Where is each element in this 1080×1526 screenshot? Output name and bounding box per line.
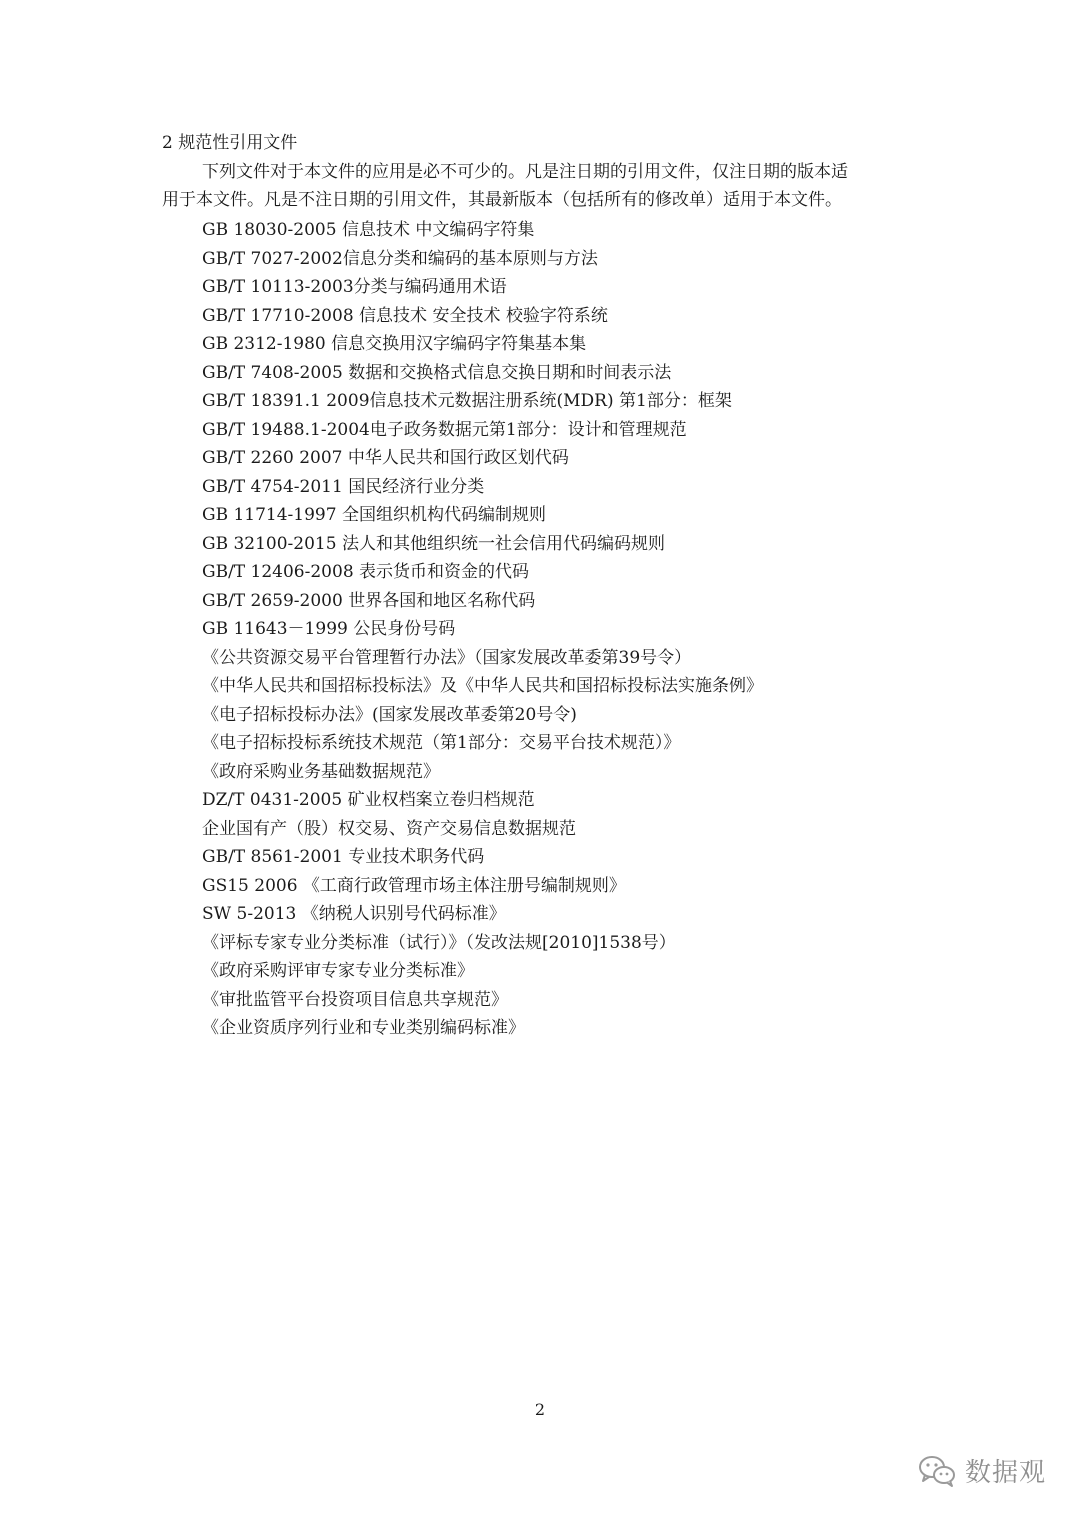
reference-item: GB/T 17710-2008 信息技术 安全技术 校验字符系统 — [202, 305, 608, 326]
reference-item: GB/T 8561-2001 专业技术职务代码 — [202, 847, 485, 867]
reference-item: GB/T 7408-2005 数据和交换格式信息交换日期和时间表示法 — [202, 362, 672, 383]
watermark — [917, 1452, 1046, 1489]
reference-item: DZ/T 0431-2005 矿业权档案立卷归档规范 — [202, 790, 535, 810]
section-heading: 2 规范性引用文件 — [162, 133, 298, 153]
reference-item: SW 5-2013 《纳税人识别号代码标准》 — [202, 904, 506, 924]
page-number: 2 — [534, 1400, 546, 1419]
reference-item: GS15 2006 《工商行政管理市场主体注册号编制规则》 — [202, 875, 626, 896]
reference-item: 《中华人民共和国招标投标法》及《中华人民共和国招标投标法实施条例》 — [202, 676, 763, 696]
reference-item: GB/T 2659-2000 世界各国和地区名称代码 — [202, 590, 536, 611]
reference-item: GB/T 2260 2007 中华人民共和国行政区划代码 — [202, 448, 569, 468]
reference-item: 《公共资源交易平台管理暂行办法》（国家发展改革委第39号令） — [202, 647, 692, 668]
reference-item: GB 11643－1999 公民身份号码 — [202, 619, 456, 639]
intro-paragraph — [162, 158, 922, 214]
watermark-text: 数据观 — [964, 1458, 1046, 1488]
reference-item: 《评标专家专业分类标准（试行）》（发改法规[2010]1538号） — [202, 932, 676, 953]
reference-item: GB/T 12406-2008 表示货币和资金的代码 — [202, 562, 530, 582]
reference-list — [202, 216, 763, 1043]
reference-item: 《政府采购业务基础数据规范》 — [202, 761, 440, 782]
reference-item: 《审批监管平台投资项目信息共享规范》 — [202, 989, 508, 1010]
reference-item: GB 11714-1997 全国组织机构代码编制规则 — [202, 505, 546, 525]
reference-item: GB/T 10113-2003分类与编码通用术语 — [202, 277, 507, 297]
intro-line: 下列文件对于本文件的应用是必不可少的。凡是注日期的引用文件，仅注日期的版本适 — [202, 162, 848, 182]
reference-item: 《电子招标投标办法》(国家发展改革委第20号令) — [202, 704, 577, 725]
intro-line: 用于本文件。凡是不注日期的引用文件，其最新版本（包括所有的修改单）适用于本文件。 — [162, 190, 842, 210]
reference-item: 《电子招标投标系统技术规范（第1部分：交易平台技术规范）》 — [202, 733, 681, 753]
reference-item: 《政府采购评审专家专业分类标准》 — [202, 961, 474, 981]
reference-item: GB/T 4754-2011 国民经济行业分类 — [202, 476, 485, 497]
reference-item: 《企业资质序列行业和专业类别编码标准》 — [202, 1018, 525, 1038]
reference-item: GB/T 7027-2002信息分类和编码的基本原则与方法 — [202, 248, 598, 269]
wechat-icon — [917, 1454, 957, 1488]
reference-item: GB 32100-2015 法人和其他组织统一社会信用代码编码规则 — [202, 533, 665, 554]
reference-item: GB 18030-2005 信息技术 中文编码字符集 — [202, 220, 535, 240]
reference-item: GB/T 19488.1-2004电子政务数据元第1部分：设计和管理规范 — [202, 419, 687, 440]
reference-item: GB/T 18391.1 2009信息技术元数据注册系统(MDR) 第1部分：框架 — [202, 391, 732, 411]
reference-item: GB 2312-1980 信息交换用汉字编码字符集基本集 — [202, 334, 587, 354]
reference-item: 企业国有产（股）权交易、资产交易信息数据规范 — [202, 818, 576, 839]
